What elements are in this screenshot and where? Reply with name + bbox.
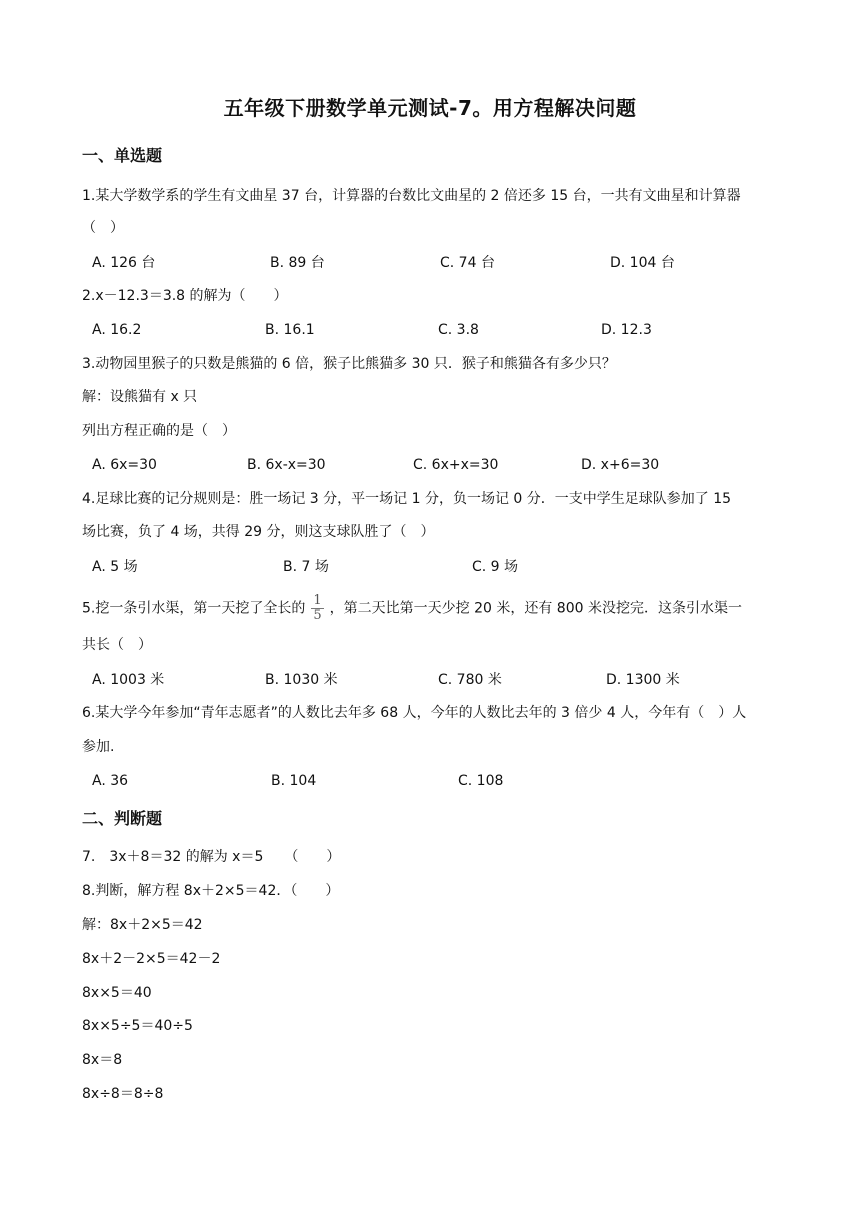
question-1-option-b: B. 89 台 bbox=[270, 255, 325, 271]
question-1-stem-cont: （ ） bbox=[82, 220, 124, 236]
question-5-option-c: C. 780 米 bbox=[438, 672, 502, 688]
question-7-stem: 7. 3x＋8＝32 的解为 x＝5 （ ） bbox=[82, 849, 341, 865]
question-2-option-c: C. 3.8 bbox=[438, 322, 479, 338]
question-4-stem: 4.足球比赛的记分规则是：胜一场记 3 分，平一场记 1 分，负一场记 0 分．一支中学生足球队参加了 15 bbox=[82, 491, 732, 507]
question-2-stem: 2.x－12.3＝3.8 的解为（ ） bbox=[82, 288, 288, 304]
question-2-option-b: B. 16.1 bbox=[265, 322, 315, 338]
question-5-stem-part-2: ，第二天比第一天少挖 20 米，还有 800 米没挖完．这条引水渠一 bbox=[329, 600, 742, 617]
question-5-option-d: D. 1300 米 bbox=[606, 672, 680, 688]
question-6-option-c: C. 108 bbox=[458, 773, 504, 789]
question-3-option-a: A. 6x=30 bbox=[92, 457, 157, 473]
fraction-denominator: 5 bbox=[313, 608, 322, 623]
question-8-step-6: 8x÷8＝8÷8 bbox=[82, 1086, 164, 1102]
question-8-step-3: 8x×5＝40 bbox=[82, 985, 152, 1001]
question-5-option-b: B. 1030 米 bbox=[265, 672, 338, 688]
question-6-option-a: A. 36 bbox=[92, 773, 129, 789]
question-6-option-b: B. 104 bbox=[271, 773, 317, 789]
question-6-stem-cont: 参加. bbox=[82, 739, 115, 755]
question-4-option-b: B. 7 场 bbox=[283, 559, 329, 575]
question-3-stem: 3.动物园里猴子的只数是熊猫的 6 倍，猴子比熊猫多 30 只．猴子和熊猫各有多少只？ bbox=[82, 356, 616, 372]
question-8-step-1: 解：8x＋2×5＝42 bbox=[82, 917, 203, 933]
question-3-option-c: C. 6x+x=30 bbox=[413, 457, 499, 473]
question-6-stem: 6.某大学今年参加“青年志愿者”的人数比去年多 68 人，今年的人数比去年的 3 倍少 4 人，今年有（ ）人 bbox=[82, 705, 747, 721]
section-heading-single-choice: 一、单选题 bbox=[82, 146, 163, 165]
question-3-line-2: 解：设熊猫有 x 只 bbox=[82, 389, 198, 405]
question-4-stem-cont: 场比赛，负了 4 场，共得 29 分，则这支球队胜了（ ） bbox=[82, 524, 435, 540]
question-5-stem bbox=[82, 594, 742, 623]
question-1-option-d: D. 104 台 bbox=[610, 255, 675, 271]
question-3-option-d: D. x+6=30 bbox=[581, 457, 660, 473]
question-1-option-a: A. 126 台 bbox=[92, 255, 156, 271]
question-3-option-b: B. 6x-x=30 bbox=[247, 457, 326, 473]
question-4-option-c: C. 9 场 bbox=[472, 559, 519, 575]
question-5-stem-cont: 共长（ ） bbox=[82, 637, 152, 653]
page-title: 五年级下册数学单元测试-7。用方程解决问题 bbox=[223, 96, 637, 120]
question-8-step-5: 8x＝8 bbox=[82, 1052, 123, 1068]
question-3-line-3: 列出方程正确的是（ ） bbox=[82, 423, 236, 439]
question-5-stem-part-1: 5.挖一条引水渠，第一天挖了全长的 bbox=[82, 600, 306, 617]
question-4-option-a: A. 5 场 bbox=[92, 559, 138, 575]
question-5-option-a: A. 1003 米 bbox=[92, 672, 165, 688]
question-1-stem: 1.某大学数学系的学生有文曲星 37 台，计算器的台数比文曲星的 2 倍还多 15 台，一共有文曲星和计算器 bbox=[82, 188, 741, 204]
question-8-step-4: 8x×5÷5＝40÷5 bbox=[82, 1018, 193, 1034]
question-8-step-2: 8x＋2－2×5＝42－2 bbox=[82, 951, 221, 967]
question-8-stem: 8.判断，解方程 8x＋2×5＝42．（ ） bbox=[82, 883, 340, 899]
fraction-one-fifth bbox=[311, 594, 323, 623]
question-2-option-d: D. 12.3 bbox=[601, 322, 652, 338]
question-1-option-c: C. 74 台 bbox=[440, 255, 495, 271]
section-heading-true-false: 二、判断题 bbox=[82, 809, 163, 828]
question-2-option-a: A. 16.2 bbox=[92, 322, 142, 338]
fraction-numerator: 1 bbox=[313, 593, 322, 608]
